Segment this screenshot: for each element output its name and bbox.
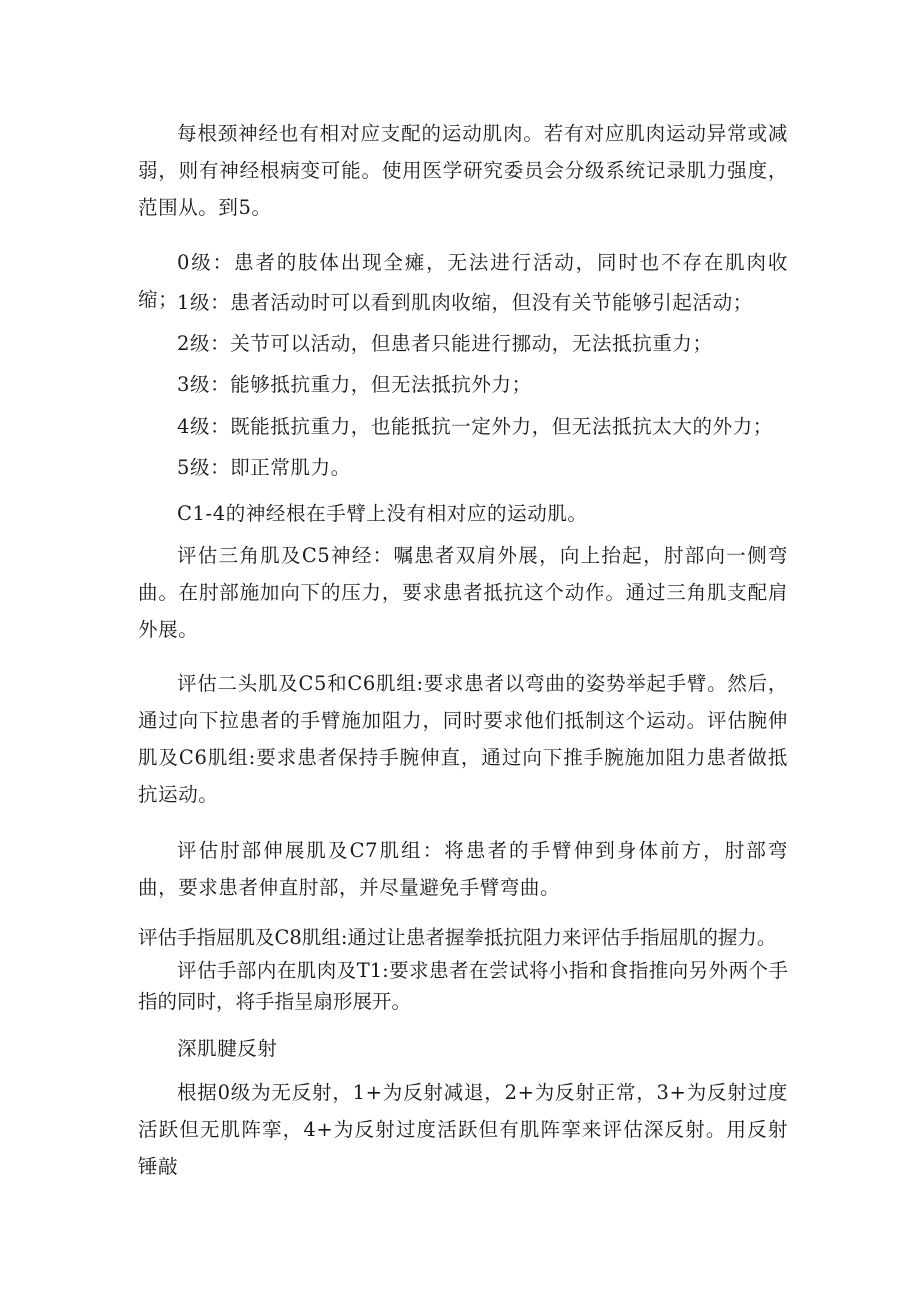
paragraph-grade-4: 4级：既能抵抗重力，也能抵抗一定外力，但无法抵抗太大的外力； [177,415,773,438]
paragraph-deltoid-c5: 评估三角肌及C5神经：嘱患者双肩外展，向上抬起，肘部向一侧弯曲。在肘部施加向下的压力，要求患者抵抗这个动作。通过三角肌支配肩外展。 [138,544,788,641]
paragraph-hand-t1: 评估手部内在肌肉及T1:要求患者在尝试将小指和食指推向另外两个手指的同时，将手指呈扇形展开。 [138,959,788,1013]
section-heading-deep-tendon-reflex: 深肌腱反射 [177,1037,278,1060]
paragraph-c1-4: C1-4的神经根在手臂上没有相对应的运动肌。 [177,502,588,525]
paragraph-finger-c8: 评估手指屈肌及C8肌组:通过让患者握拳抵抗阻力来评估手指屈肌的握力。 [138,926,777,949]
paragraph-biceps-c5-c6: 评估二头肌及C5和C6肌组:要求患者以弯曲的姿势举起手臂。然后，通过向下拉患者的手臂施加阻力，同时要求他们抵制这个运动。评估腕伸肌及C6肌组:要求患者保持手腕伸直，通过向下推手腕施加阻力患者做抵抗运动。 [138,672,788,806]
paragraph-grade-1: 1级：患者活动时可以看到肌肉收缩，但没有关节能够引起活动； [177,291,753,314]
paragraph-grade-2: 2级：关节可以活动，但患者只能进行挪动，无法抵抗重力； [177,332,713,355]
paragraph-grade-3: 3级：能够抵抗重力，但无法抵抗外力； [177,373,532,396]
paragraph-intro: 每根颈神经也有相对应支配的运动肌肉。若有对应肌肉运动异常或减弱，则有神经根病变可能。使用医学研究委员会分级系统记录肌力强度，范围从。到5。 [138,122,788,219]
paragraph-grade-5: 5级：即正常肌力。 [177,456,351,479]
paragraph-grade-0: 0级：患者的肢体出现全瘫，无法进行活动，同时也不存在肌肉收缩； [138,251,788,311]
paragraph-reflex-grading: 根据0级为无反射，1+为反射减退，2+为反射正常，3+为反射过度活跃但无肌阵挛，4+为反射过度活跃但有肌阵挛来评估深反射。用反射锤敲 [138,1081,788,1178]
paragraph-elbow-c7: 评估肘部伸展肌及C7肌组：将患者的手臂伸到身体前方，肘部弯曲，要求患者伸直肘部，并尽量避免手臂弯曲。 [138,839,788,899]
